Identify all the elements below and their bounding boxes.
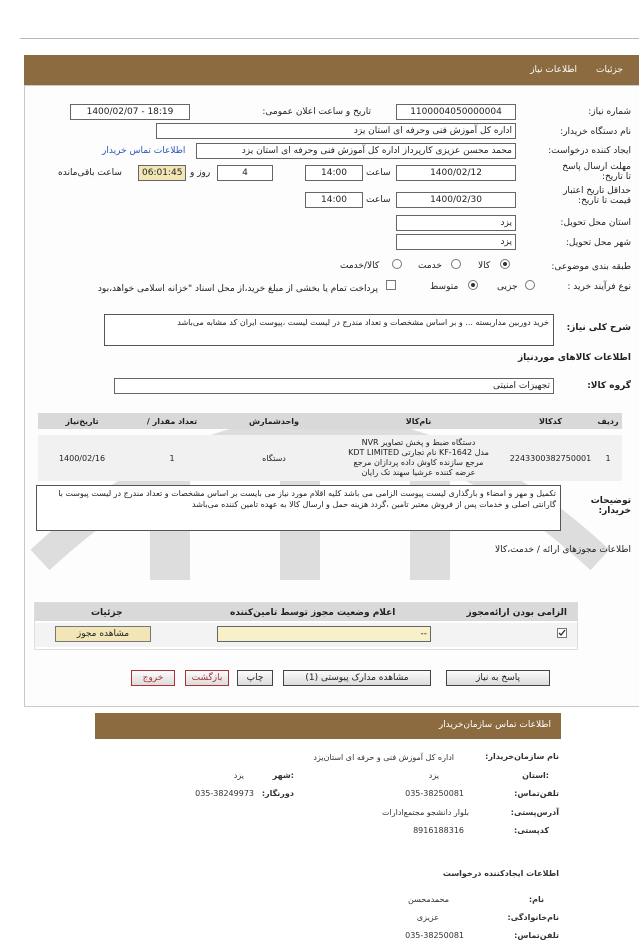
validity-time-field: 14:00 [305, 192, 363, 208]
back-button[interactable]: بازگشت [185, 670, 229, 686]
contact-fax-value: 035-38249973 [195, 789, 254, 798]
view-attachments-button[interactable]: مشاهده مدارک پیوستی (1) [283, 670, 431, 686]
category-option-both: کالا/خدمت [340, 261, 380, 271]
goods-row-name-line1: دستگاه ضبط و پخش تصاویر NVR [361, 438, 476, 447]
creator-phone-label: تلفن‌تماس: [514, 931, 559, 940]
process-label: نوع فرآیند خرید : [567, 282, 631, 292]
goods-table-header [38, 413, 622, 429]
goods-row-name-line4: عرضه کننده عرشیا سهند تک رایان [361, 468, 476, 477]
goods-row-unit: دستگاه [262, 453, 286, 463]
exit-button[interactable]: خروج [131, 670, 175, 686]
creator-family-label: نام‌خانوادگی: [507, 913, 559, 922]
category-radio-goods[interactable] [500, 259, 510, 269]
category-option-service: خدمت [418, 261, 442, 271]
permit-required-checkbox [557, 628, 567, 638]
creator-section-title: اطلاعات ایجادکننده درخواست [442, 869, 559, 878]
goods-header-index: ردیف [597, 416, 619, 426]
tab-details[interactable]: جزئیات [596, 65, 623, 75]
announce-field: 1400/02/07 - 18:19 [70, 104, 190, 120]
contact-province-label: :استان [522, 771, 549, 780]
city-field: یزد [396, 234, 516, 250]
goods-header-unit: واحدشمارش [249, 416, 299, 426]
remaining-time-field: 06:01:45 [138, 165, 186, 181]
creator-name-value: محمدمحسن [408, 895, 449, 904]
treasury-payment-checkbox[interactable] [386, 280, 396, 290]
category-radio-both[interactable] [392, 259, 402, 269]
contact-postal-label: کدپستی: [514, 826, 549, 835]
tab-need-info[interactable]: اطلاعات نیاز [530, 65, 577, 75]
requester-field: محمد محسن عزیزی کارپرداز اداره کل آموزش فنی وحرفه ای استان یزد [196, 143, 516, 159]
deadline-time-label: ساعت [366, 168, 391, 178]
contact-org-value: اداره کل آموزش فنی و حرفه ای استان‌یزد [313, 753, 454, 762]
deadline-time-field: 14:00 [305, 165, 363, 181]
need-number-label: شماره نیاز: [588, 107, 631, 117]
days-label: روز و [190, 168, 211, 178]
permits-header-details: جزئیات [91, 608, 123, 618]
print-button[interactable]: چاپ [237, 670, 273, 686]
announce-label: تاریخ و ساعت اعلان عمومی: [262, 107, 371, 117]
contact-fax-label: دورنگار: [261, 789, 294, 798]
permits-title: اطلاعات مجوزهای ارائه / خدمت،کالا [495, 545, 631, 555]
contact-address-label: آدرس‌پستی: [510, 808, 559, 817]
goods-group-label: گروه کالا: [587, 381, 631, 391]
buyer-contact-link[interactable]: اطلاعات تماس خریدار [102, 146, 186, 156]
days-field: 4 [217, 165, 273, 181]
validity-time-label: ساعت [366, 195, 391, 205]
deadline-label: مهلت ارسال پاسخ تا تاریخ: [562, 162, 631, 182]
page-header-bar [24, 55, 639, 85]
contact-phone-value: 035-38250081 [405, 789, 464, 798]
goods-row-index: 1 [605, 453, 611, 463]
remaining-label: ساعت باقی‌مانده [58, 168, 122, 178]
contact-section-header [95, 713, 561, 739]
category-label: طبقه بندی موضوعی: [551, 262, 631, 272]
goods-header-qty: تعداد مقدار / [146, 416, 198, 426]
contact-postal-value: 8916188316 [413, 826, 464, 835]
goods-header-code: کدکالا [539, 416, 562, 426]
contact-province-value: یزد [428, 771, 439, 780]
process-radio-minor[interactable] [525, 280, 535, 290]
goods-header-date: تاریخ‌نیاز [65, 416, 99, 426]
permits-header-required: الزامی بودن ارائه‌مجوز [466, 608, 567, 618]
category-option-goods: کالا [478, 261, 491, 271]
goods-header-name: نام‌کالا [405, 416, 432, 426]
goods-row-date: 1400/02/16 [58, 453, 106, 463]
goods-row-name [330, 435, 507, 481]
contact-title: اطلاعات تماس سازمان‌خریدار [438, 720, 551, 730]
creator-phone-value: 035-38250081 [405, 931, 464, 940]
description-label: شرح کلی نیاز: [566, 323, 631, 333]
city-label: شهر محل تحویل: [565, 238, 631, 248]
top-divider [20, 38, 639, 39]
permits-header-status: اعلام وضعیت مجوز توسط تامین‌کننده [230, 608, 396, 618]
reply-button[interactable]: پاسخ به نیاز [446, 670, 550, 686]
need-number-field: 1100004050000004 [396, 104, 516, 120]
creator-family-value: عزیزی [416, 913, 439, 922]
goods-row-name-line2: مدل KF-1642 نام تجارتی KDT LIMITED [348, 448, 489, 457]
validity-date-field: 1400/02/30 [396, 192, 516, 208]
goods-row-qty: 1 [169, 453, 175, 463]
goods-row-name-line3: مرجع سازنده کاوش داده پردازان مرجع [353, 458, 484, 467]
goods-group-field: تجهیزات امنیتی [114, 378, 554, 394]
contact-city-value: یزد [233, 771, 244, 780]
payment-note: پرداخت تمام یا بخشی از مبلغ خرید،از محل اسناد "خزانه اسلامی خواهد،بود [97, 284, 378, 294]
goods-section-title: اطلاعات کالاهای موردنیاز [517, 353, 631, 363]
province-label: استان محل تحویل: [560, 218, 631, 228]
contact-org-label: نام سازمان‌خریدار: [485, 752, 559, 761]
description-text: خرید دوربین مداربسته ... و بر اساس مشخصات و تعداد مندرج در لیست لیست ،پیوست ایران کد مشابه می‌باشد [104, 314, 554, 346]
contact-city-label: :شهر [272, 771, 294, 780]
buyer-notes-label: توضیحات خریدار: [590, 496, 631, 516]
process-radio-medium[interactable] [468, 280, 478, 290]
process-option-minor: جزیی [497, 282, 518, 292]
table-row [38, 435, 622, 481]
contact-address-value: بلوار دانشجو مجتمع‌ادارات [382, 808, 469, 817]
contact-phone-label: تلفن‌تماس: [514, 789, 559, 798]
buyer-notes-text: تکمیل و مهر و امضاء و بارگذاری لیست پیوست الزامی می باشد کلیه اقلام مورد نیاز می بایست بر اساس مشخصات و تعداد مندرج در لیست پیوست با گارانتی اصلی و خدمات پس از فروش معتبر تامین ،گردد هزینه حمل و ارسال کالا به عهده تامین کننده می‌باشد [36, 485, 561, 531]
buyer-label: نام دستگاه خریدار: [560, 127, 631, 137]
requester-label: ایجاد کننده درخواست: [548, 146, 631, 156]
process-option-medium: متوسط [430, 282, 459, 292]
deadline-date-field: 1400/02/12 [396, 165, 516, 181]
creator-name-label: نام: [528, 895, 544, 904]
view-permit-button[interactable]: مشاهده مجوز [55, 626, 151, 642]
buyer-field: اداره کل آموزش فنی وحرفه ای استان یزد [156, 123, 516, 139]
province-field: یزد [396, 215, 516, 231]
goods-table [38, 413, 622, 481]
permits-table [34, 602, 578, 650]
category-radio-service[interactable] [451, 259, 461, 269]
validity-label: حداقل تاریخ اعتبار قیمت تا تاریخ: [563, 186, 631, 206]
permit-status-field: -- [217, 626, 431, 642]
goods-row-code: 2243300382750001 [509, 453, 592, 463]
